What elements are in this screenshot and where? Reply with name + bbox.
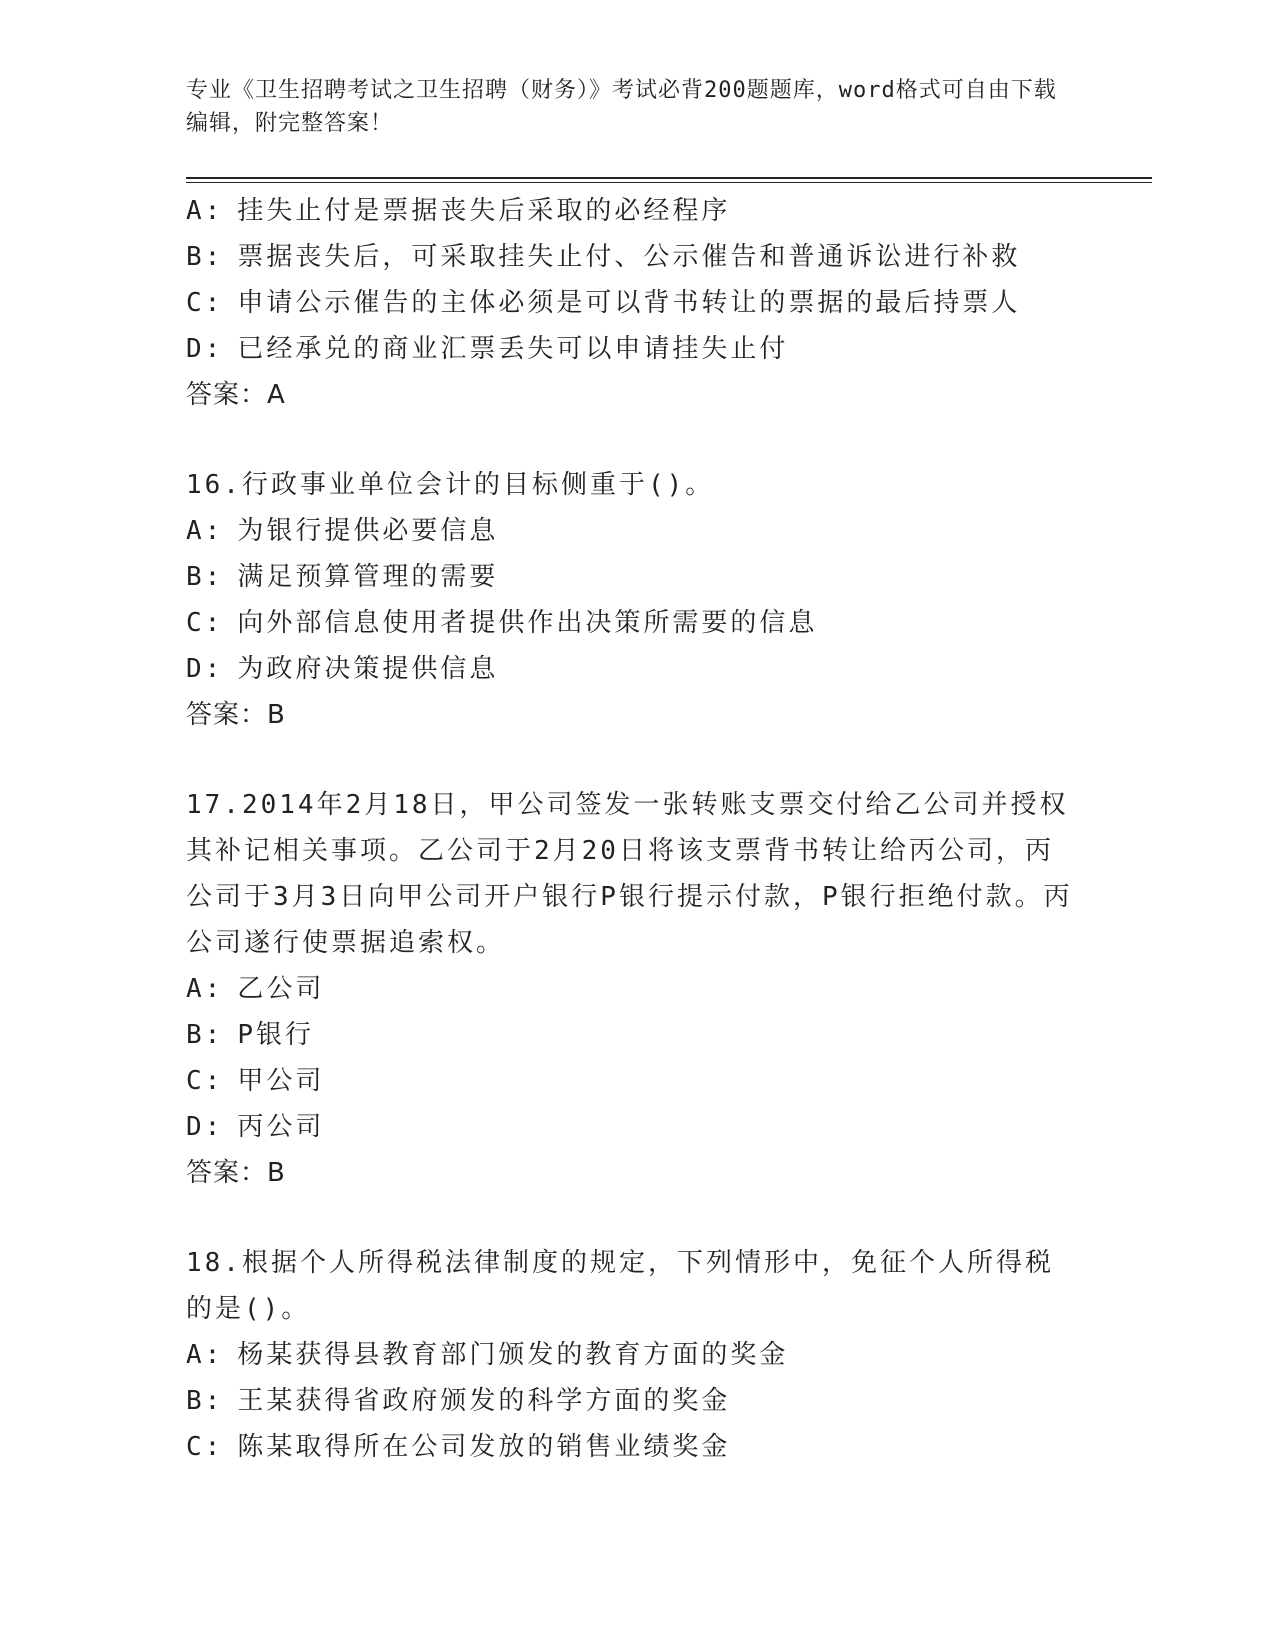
option-c: C: 陈某取得所在公司发放的销售业绩奖金 xyxy=(186,1432,731,1462)
option-b: B: 满足预算管理的需要 xyxy=(186,562,499,592)
option-c: C: 申请公示催告的主体必须是可以背书转让的票据的最后持票人 xyxy=(186,288,1021,318)
question-stem: 18.根据个人所得税法律制度的规定，下列情形中，免征个人所得税的是()。 xyxy=(186,1248,1054,1324)
option-a: A: 挂失止付是票据丧失后采取的必经程序 xyxy=(186,196,731,226)
option-a: A: 杨某获得县教育部门颁发的教育方面的奖金 xyxy=(186,1340,789,1370)
option-d: D: 已经承兑的商业汇票丢失可以申请挂失止付 xyxy=(186,334,789,364)
answer-line: 答案：A xyxy=(186,380,286,410)
option-c: C: 向外部信息使用者提供作出决策所需要的信息 xyxy=(186,608,818,638)
option-a: A: 乙公司 xyxy=(186,974,325,1004)
document-header: 专业《卫生招聘考试之卫生招聘（财务）》考试必背200题题库，word格式可自由下载编辑，附完整答案！ xyxy=(186,78,1057,136)
question-18 xyxy=(186,1240,1076,1470)
option-d: D: 丙公司 xyxy=(186,1112,325,1142)
option-b: B: P银行 xyxy=(186,1020,314,1050)
option-b: B: 王某获得省政府颁发的科学方面的奖金 xyxy=(186,1386,731,1416)
question-15 xyxy=(186,188,1076,418)
question-stem: 17.2014年2月18日，甲公司签发一张转账支票交付给乙公司并授权其补记相关事项。乙公司于2月20日将该支票背书转让给丙公司，丙公司于3月3日向甲公司开户银行P银行提示付款，P银行拒绝付款。丙公司遂行使票据追索权。 xyxy=(186,790,1073,958)
answer-line: 答案：B xyxy=(186,1158,286,1188)
header-divider-thick xyxy=(186,177,1152,179)
question-list xyxy=(186,188,1076,1470)
option-b: B: 票据丧失后，可采取挂失止付、公示催告和普通诉讼进行补救 xyxy=(186,242,1021,272)
option-c: C: 甲公司 xyxy=(186,1066,325,1096)
question-stem: 16.行政事业单位会计的目标侧重于()。 xyxy=(186,470,715,500)
header-divider-thin xyxy=(186,182,1152,183)
answer-line: 答案：B xyxy=(186,700,286,730)
option-a: A: 为银行提供必要信息 xyxy=(186,516,499,546)
question-17 xyxy=(186,782,1076,1196)
option-d: D: 为政府决策提供信息 xyxy=(186,654,499,684)
question-16 xyxy=(186,462,1076,738)
